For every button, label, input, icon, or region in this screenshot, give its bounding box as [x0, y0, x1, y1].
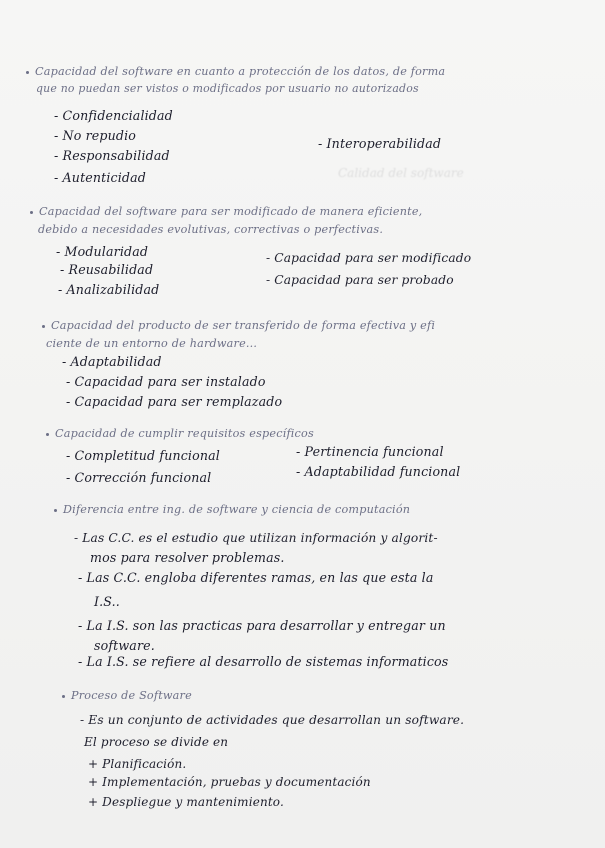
section1-side-item: - Interoperabilidad — [318, 136, 442, 151]
section4-item-left: - Corrección funcional — [66, 470, 212, 485]
section6-title: Proceso de Software — [62, 690, 192, 701]
bullet-icon — [30, 211, 33, 214]
bullet-icon — [26, 71, 29, 74]
section5-line: I.S.. — [94, 594, 120, 609]
section1-item: - Autenticidad — [54, 170, 146, 185]
section6-line: El proceso se divide en — [84, 735, 229, 749]
section3-item: - Capacidad para ser remplazado — [66, 394, 283, 409]
bullet-icon — [62, 695, 65, 698]
section4-item-left: - Completitud funcional — [66, 448, 220, 463]
section5-line: - La I.S. se refiere al desarrollo de sistemas informaticos — [78, 654, 449, 669]
section2-item-left: - Modularidad — [56, 244, 149, 259]
section2-item-right: - Capacidad para ser modificado — [266, 251, 472, 265]
section4-item-right: - Adaptabilidad funcional — [296, 464, 461, 479]
section3-line2: ciente de un entorno de hardware... — [46, 337, 258, 350]
section2-line1: Capacidad del software para ser modificado de manera eficiente, — [30, 206, 422, 217]
section2-item-right: - Capacidad para ser probado — [266, 273, 454, 287]
section2-line2: debido a necesidades evolutivas, correctivas o perfectivas. — [38, 223, 384, 236]
section1-item: - No repudio — [54, 128, 136, 143]
section6-line: + Despliegue y mantenimiento. — [88, 795, 284, 809]
section2-item-left: - Analizabilidad — [58, 282, 160, 297]
section6-line: + Planificación. — [88, 757, 187, 771]
section5-line: software. — [94, 638, 155, 653]
section4-item-right: - Pertinencia funcional — [296, 444, 444, 459]
section5-line: mos para resolver problemas. — [90, 550, 285, 565]
bullet-icon — [46, 433, 49, 436]
section3-item: - Adaptabilidad — [62, 354, 162, 369]
section1-line1: Capacidad del software en cuanto a protección de los datos, de forma — [26, 66, 445, 77]
section6-line: + Implementación, pruebas y documentación — [88, 775, 371, 789]
section1-item: - Confidencialidad — [54, 108, 173, 123]
bullet-icon — [42, 325, 45, 328]
section5-line: - La I.S. son las practicas para desarrollar y entregar un — [78, 618, 446, 633]
section3-line1: Capacidad del producto de ser transferido de forma efectiva y efi — [42, 320, 435, 331]
section2-item-left: - Reusabilidad — [60, 262, 154, 277]
section1-item: - Responsabilidad — [54, 148, 170, 163]
section5-line: - Las C.C. es el estudio que utilizan información y algorit- — [74, 531, 438, 545]
bleed-through-text: Calidad del software — [338, 166, 464, 180]
section6-line: - Es un conjunto de actividades que desarrollan un software. — [80, 713, 465, 727]
bullet-icon — [54, 509, 57, 512]
section5-line1: Diferencia entre ing. de software y ciencia de computación — [54, 504, 410, 515]
section4-line1: Capacidad de cumplir requisitos específicos — [46, 428, 314, 439]
section3-item: - Capacidad para ser instalado — [66, 374, 266, 389]
section5-line: - Las C.C. engloba diferentes ramas, en las que esta la — [78, 570, 434, 585]
section1-line2: que no puedan ser vistos o modificados por usuario no autorizados — [36, 82, 419, 95]
